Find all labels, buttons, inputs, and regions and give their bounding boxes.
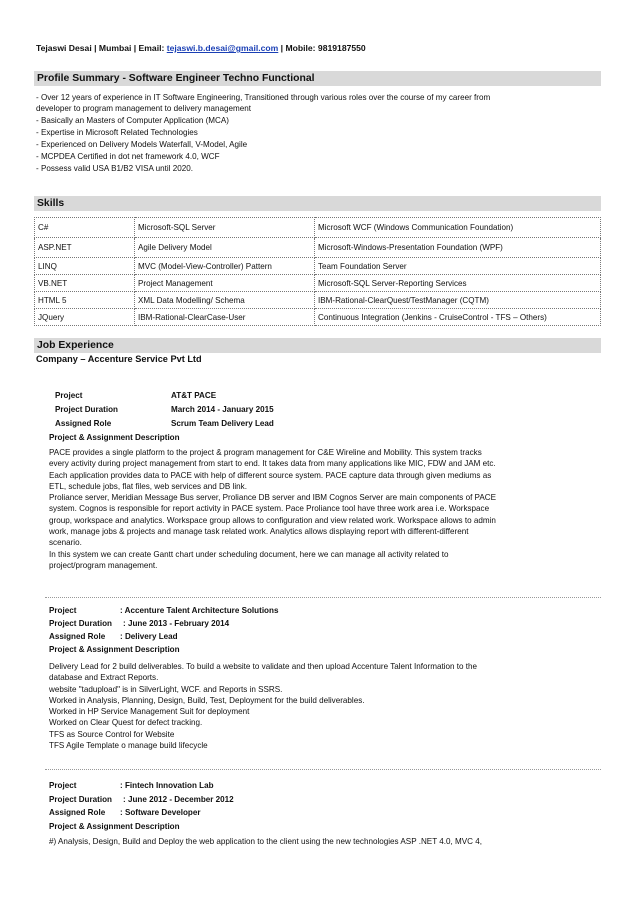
- skill-cell: Microsoft-SQL Server-Reporting Services: [315, 275, 601, 292]
- skill-cell: IBM-Rational-ClearQuest/TestManager (CQTM): [315, 292, 601, 309]
- description-line: #) Analysis, Design, Build and Deploy the web application to the client using the new technologies ASP .NET 4.0, MVC 4,: [49, 837, 482, 846]
- company-name: Company – Accenture Service Pvt Ltd: [36, 354, 202, 364]
- skills-table: [34, 217, 601, 326]
- contact-line: [36, 43, 366, 53]
- skills-heading: Skills: [34, 196, 601, 211]
- description-line: database and Extract Reports.: [49, 673, 159, 683]
- skill-cell: C#: [35, 218, 135, 238]
- skill-cell: VB.NET: [35, 275, 135, 292]
- skill-cell: JQuery: [35, 309, 135, 326]
- duration-label: Project Duration: [49, 795, 112, 804]
- email-link[interactable]: tejaswi.b.desai@gmail.com: [166, 43, 279, 53]
- project-value: : Fintech Innovation Lab: [120, 781, 214, 790]
- duration-value: : June 2013 - February 2014: [123, 619, 230, 628]
- contact-suffix: | Mobile: 9819187550: [278, 43, 366, 53]
- skill-cell: XML Data Modelling/ Schema: [135, 292, 315, 309]
- profile-line: - MCPDEA Certified in dot net framework 4.0, WCF: [36, 152, 220, 161]
- project-label: Project: [49, 781, 77, 790]
- description-heading: Project & Assignment Description: [49, 433, 180, 442]
- description-line: In this system we can create Gantt chart under scheduling document, here we can manage all activity related to: [49, 549, 449, 559]
- contact-prefix: Tejaswi Desai | Mumbai | Email:: [36, 43, 167, 53]
- skill-cell: Continuous Integration (Jenkins - CruiseControl - TFS – Others): [315, 309, 601, 326]
- description-line: Each application provides data to PACE with help of different source system. PACE capture data through given mediums as: [49, 470, 492, 480]
- description-line: every activity during project management from start to end. It takes data from many applications like MIC, FDW and JAM etc.: [49, 459, 496, 469]
- job-experience-heading: Job Experience: [34, 338, 601, 353]
- description-heading: Project & Assignment Description: [49, 822, 180, 831]
- role-label: Assigned Role: [49, 632, 106, 641]
- project-description: [49, 661, 609, 751]
- role-label: Assigned Role: [55, 419, 112, 428]
- skill-cell: MVC (Model-View-Controller) Pattern: [135, 258, 315, 275]
- profile-line: - Possess valid USA B1/B2 VISA until 2020.: [36, 164, 194, 173]
- duration-value: March 2014 - January 2015: [171, 405, 274, 414]
- project-divider: [45, 769, 601, 770]
- role-value: : Software Developer: [120, 808, 201, 817]
- skill-cell: Microsoft-Windows-Presentation Foundation (WPF): [315, 238, 601, 258]
- description-line: ETL, schedule jobs, flat files, web services and DB link.: [49, 481, 247, 491]
- role-value: Scrum Team Delivery Lead: [171, 419, 274, 428]
- description-heading: Project & Assignment Description: [49, 645, 180, 654]
- project-value: : Accenture Talent Architecture Solutions: [120, 606, 279, 615]
- project-label: Project: [55, 391, 83, 400]
- description-line: Worked on Clear Quest for defect tracking.: [49, 718, 203, 728]
- description-line: TFS Agile Template o manage build lifecycle: [49, 741, 208, 751]
- project-value: AT&T PACE: [171, 391, 217, 400]
- skills-row: [35, 218, 601, 238]
- role-value: : Delivery Lead: [120, 632, 178, 641]
- duration-label: Project Duration: [55, 405, 118, 414]
- description-line: work, manage jobs & projects and manage task related work. Analytics allows displaying report with different-different: [49, 527, 469, 537]
- description-line: PACE provides a single platform to the project & program management for C&E Wireline and Mobility. This system tracks: [49, 448, 482, 457]
- description-line: system. Cognos is responsible for report activity in PACE system. Pace Proliance tool have three work area i.e. Workspace: [49, 504, 490, 514]
- duration-label: Project Duration: [49, 619, 112, 628]
- description-line: group, workspace and analytics. Workspace group allows to configuration and view related work. Workspace allows to admin: [49, 515, 496, 525]
- skill-cell: HTML 5: [35, 292, 135, 309]
- skill-cell: ASP.NET: [35, 238, 135, 258]
- project-description: [49, 836, 609, 847]
- description-line: project/program management.: [49, 560, 158, 570]
- profile-line: - Expertise in Microsoft Related Technologies: [36, 128, 198, 137]
- description-line: TFS as Source Control for Website: [49, 729, 175, 739]
- description-line: Worked in HP Service Management Suit for deployment: [49, 707, 250, 717]
- skills-row: [35, 275, 601, 292]
- description-line: Delivery Lead for 2 build deliverables. To build a website to validate and then upload Accenture Talent Information to the: [49, 662, 478, 671]
- skill-cell: Microsoft WCF (Windows Communication Foundation): [315, 218, 601, 238]
- skill-cell: IBM-Rational-ClearCase-User: [135, 309, 315, 326]
- skill-cell: Agile Delivery Model: [135, 238, 315, 258]
- skill-cell: Microsoft-SQL Server: [135, 218, 315, 238]
- skills-row: [35, 309, 601, 326]
- profile-line: - Basically an Masters of Computer Application (MCA): [36, 116, 229, 125]
- project-label: Project: [49, 606, 77, 615]
- skills-row: [35, 238, 601, 258]
- skills-row: [35, 258, 601, 275]
- description-line: website "tadupload" is in SilverLight, WCF. and Reports in SSRS.: [49, 684, 283, 694]
- description-line: Proliance server, Meridian Message Bus server, Proliance DB server and IBM Cognos Server are main components of PACE: [49, 493, 497, 503]
- skill-cell: LINQ: [35, 258, 135, 275]
- skill-cell: Team Foundation Server: [315, 258, 601, 275]
- profile-line: developer to program management to delivery management: [36, 104, 252, 113]
- profile-line: - Experienced on Delivery Models Waterfall, V-Model, Agile: [36, 140, 248, 149]
- project-description: [49, 447, 609, 571]
- project-divider: [45, 597, 601, 598]
- skills-row: [35, 292, 601, 309]
- profile-line: - Over 12 years of experience in IT Software Engineering, Transitioned through various roles over the course of my career from: [36, 93, 491, 102]
- skill-cell: Project Management: [135, 275, 315, 292]
- description-line: scenario.: [49, 538, 82, 548]
- profile-summary-heading: Profile Summary - Software Engineer Techno Functional: [34, 71, 601, 86]
- duration-value: : June 2012 - December 2012: [123, 795, 234, 804]
- role-label: Assigned Role: [49, 808, 106, 817]
- description-line: Worked in Analysis, Planning, Design, Build, Test, Deployment for the build deliverables.: [49, 695, 365, 705]
